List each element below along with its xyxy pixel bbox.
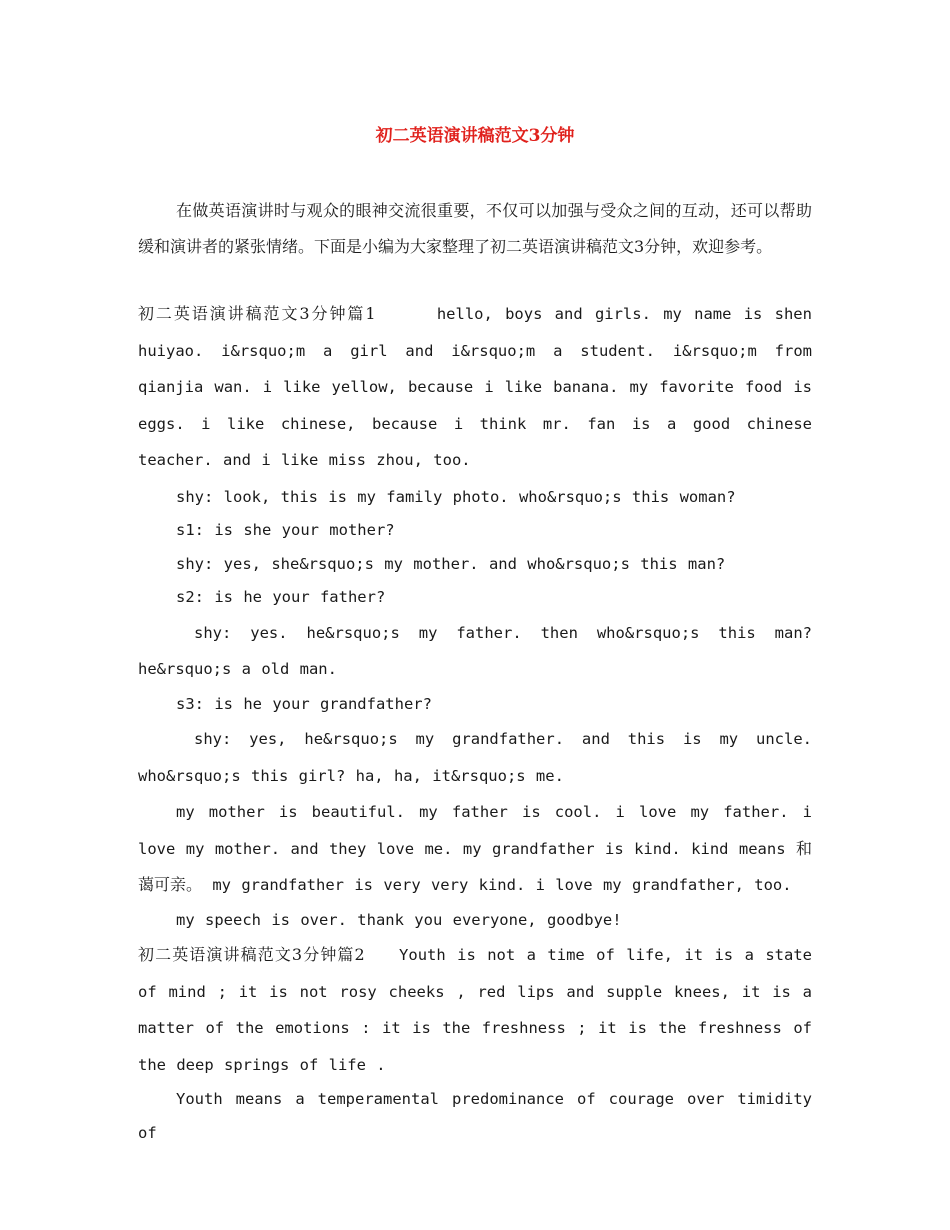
section-1-body: hello, boys and girls. my name is shen huiyao. i&rsquo;m a girl and i&rsquo;m a student. i&rsquo;m from qianjia wan. i like yellow, because i like banana. my favorite food is eggs. i like chinese, because i think mr. fan is a good chinese teacher. and i like miss zhou, too. (138, 305, 812, 469)
document-body (138, 296, 812, 1150)
family-text-cn: 和蔼可亲。 (138, 838, 812, 894)
section-2-next-paragraph: Youth means a temperamental predominance of courage over timidity of (138, 1090, 812, 1142)
section-2-paragraph (138, 937, 812, 1083)
family-text-end: my grandfather is very very kind. i love my grandfather, too. (202, 876, 792, 894)
dialogue-line-5: shy: yes. he&rsquo;s my father. then who&rsquo;s this man? he&rsquo;s a old man. (138, 623, 812, 678)
closing-line: my speech is over. thank you everyone, goodbye! (176, 910, 622, 929)
dialogue-line-3: shy: yes, she&rsquo;s my mother. and who&rsquo;s this man? (176, 554, 726, 573)
dialogue-line-4: s2: is he your father? (176, 588, 386, 606)
section-1-heading: 初二英语演讲稿范文3分钟篇1 (138, 304, 376, 323)
dialogue-line-2: s1: is she your mother? (176, 521, 395, 539)
dialogue-line-1: shy: look, this is my family photo. who&rsquo;s this woman? (176, 487, 736, 506)
section-2-body: Youth is not a time of life, it is a state of mind ; it is not rosy cheeks , red lips and supple knees, it is a matter of the emotions : it is the freshness ; it is the freshness of the deep springs of life . (138, 946, 812, 1074)
document-page (138, 0, 812, 1230)
family-paragraph (138, 794, 812, 904)
dialogue-line-6: s3: is he your grandfather? (176, 694, 432, 713)
dialogue-line-7: shy: yes, he&rsquo;s my grandfather. and this is my uncle. who&rsquo;s this girl? ha, ha, it&rsquo;s me. (138, 730, 812, 785)
section-2-heading: 初二英语演讲稿范文3分钟篇2 (138, 945, 365, 964)
family-text-start: my mother is beautiful. my father is cool. i love my father. i love my mother. and they love me. my grandfather is kind. kind means (138, 803, 812, 858)
section-1-paragraph (138, 296, 812, 479)
intro-paragraph: 在做英语演讲时与观众的眼神交流很重要，不仅可以加强与受众之间的互动，还可以帮助缓和演讲者的紧张情绪。下面是小编为大家整理了初二英语演讲稿范文3分钟，欢迎参考。 (138, 201, 812, 256)
document-title: 初二英语演讲稿范文3分钟 (375, 126, 575, 146)
